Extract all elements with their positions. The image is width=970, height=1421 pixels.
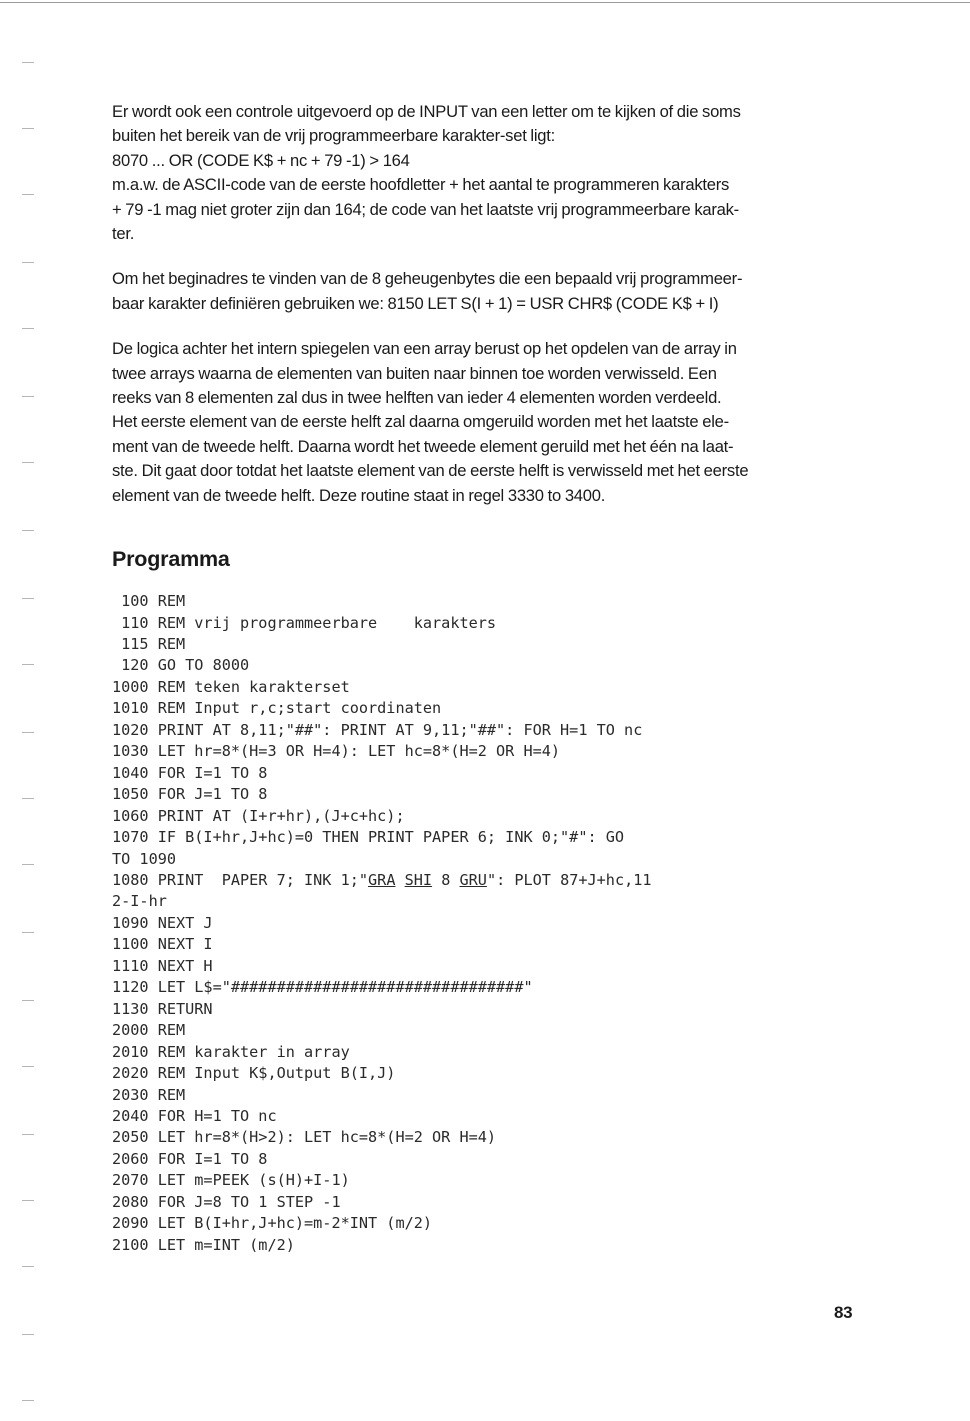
listing-line: 2000 REM <box>112 1021 186 1040</box>
listing-line: 1090 NEXT J <box>112 913 213 932</box>
listing-line: 1070 IF B(I+hr,J+hc)=0 THEN PRINT PAPER 6; INK 0;"#": GO <box>112 828 625 847</box>
program-listing <box>112 591 857 1256</box>
listing-line: TO 1090 <box>112 849 177 868</box>
listing-line: 2020 REM Input K$,Output B(I,J) <box>112 1064 396 1083</box>
text-line: Om het beginadres te vinden van de 8 geheugenbytes die een bepaald vrij programmeer- <box>112 269 743 289</box>
listing-line: 1110 NEXT H <box>112 956 213 975</box>
text-line: De logica achter het intern spiegelen van een array berust op het opdelen van de array in <box>112 339 737 359</box>
listing-line: 1020 PRINT AT 8,11;"##": PRINT AT 9,11;"##": FOR H=1 TO nc <box>112 720 643 739</box>
listing-line: 1120 LET L$="################################" <box>112 978 533 997</box>
text-line: Er wordt ook een controle uitgevoerd op de INPUT van een letter om te kijken of die soms <box>112 102 741 121</box>
listing-line: 110 REM vrij programmeerbare karakters <box>112 613 497 632</box>
listing-line: 1010 REM Input r,c;start coordinaten <box>112 699 442 718</box>
paragraph-mirror-logic <box>112 337 857 508</box>
listing-line: 1080 PRINT PAPER 7; INK 1;"GRA SHI 8 GRU": PLOT 87+J+hc,11 <box>112 870 652 889</box>
listing-line: 100 REM <box>112 592 186 611</box>
listing-line: 1060 PRINT AT (I+r+hr),(J+c+hc); <box>112 806 405 825</box>
listing-line: 2100 LET m=INT (m/2) <box>112 1235 295 1254</box>
listing-line: 2080 FOR J=8 TO 1 STEP -1 <box>112 1192 341 1211</box>
listing-line: 120 GO TO 8000 <box>112 656 250 675</box>
text-line: ment van de tweede helft. Daarna wordt het tweede element geruild met het één na laat- <box>112 436 734 456</box>
text-line: + 79 -1 mag niet groter zijn dan 164; de code van het laatste vrij programmeerbare karak- <box>112 199 739 219</box>
listing-line: 1030 LET hr=8*(H=3 OR H=4): LET hc=8*(H=2 OR H=4) <box>112 742 561 761</box>
listing-line: 2010 REM karakter in array <box>112 1042 350 1061</box>
page-number: 83 <box>834 1303 853 1322</box>
listing-line: 1040 FOR I=1 TO 8 <box>112 763 268 782</box>
listing-line: 2060 FOR I=1 TO 8 <box>112 1149 268 1168</box>
text-line: buiten het bereik van de vrij programmeerbare karakter-set ligt: <box>112 126 555 146</box>
text-line: twee arrays waarna de elementen van buiten naar binnen toe worden verwisseld. Een <box>112 363 717 383</box>
listing-line: 1000 REM teken karakterset <box>112 677 350 696</box>
listing-line: 115 REM <box>112 635 186 653</box>
listing-line: 2050 LET hr=8*(H>2): LET hc=8*(H=2 OR H=4) <box>112 1128 497 1147</box>
page-content <box>112 100 857 1256</box>
binding-margin-ticks <box>22 0 36 1421</box>
listing-line: 1050 FOR J=1 TO 8 <box>112 785 268 804</box>
listing-line: 2040 FOR H=1 TO nc <box>112 1106 277 1125</box>
section-heading: Programma <box>112 547 230 572</box>
text-line: baar karakter definiëren gebruiken we: 8150 LET S(I + 1) = USR CHR$ (CODE K$ + I) <box>112 293 719 313</box>
listing-line: 2030 REM <box>112 1085 186 1104</box>
text-line: Het eerste element van de eerste helft zal daarna omgeruild worden met het laatste ele- <box>112 412 729 432</box>
text-line: element van de tweede helft. Deze routine staat in regel 3330 to 3400. <box>112 485 606 505</box>
text-line: ste. Dit gaat door totdat het laatste element van de eerste helft is verwisseld met het eerste <box>112 461 749 481</box>
listing-line: 2070 LET m=PEEK (s(H)+I-1) <box>112 1171 350 1190</box>
paragraph-input-check <box>112 100 857 246</box>
listing-line: 2-I-hr <box>112 892 167 911</box>
text-line: reeks van 8 elementen zal dus in twee helften van ieder 4 elementen worden verdeeld. <box>112 388 722 408</box>
listing-line: 1100 NEXT I <box>112 935 213 954</box>
listing-line: 1130 RETURN <box>112 999 213 1018</box>
listing-line: 2090 LET B(I+hr,J+hc)=m-2*INT (m/2) <box>112 1214 433 1233</box>
text-line: 8070 ... OR (CODE K$ + nc + 79 -1) > 164 <box>112 150 410 170</box>
top-edge-rule <box>0 2 970 3</box>
paragraph-start-address <box>112 267 857 316</box>
text-line: ter. <box>112 224 135 244</box>
text-line: m.a.w. de ASCII-code van de eerste hoofdletter + het aantal te programmeren karakters <box>112 175 730 195</box>
